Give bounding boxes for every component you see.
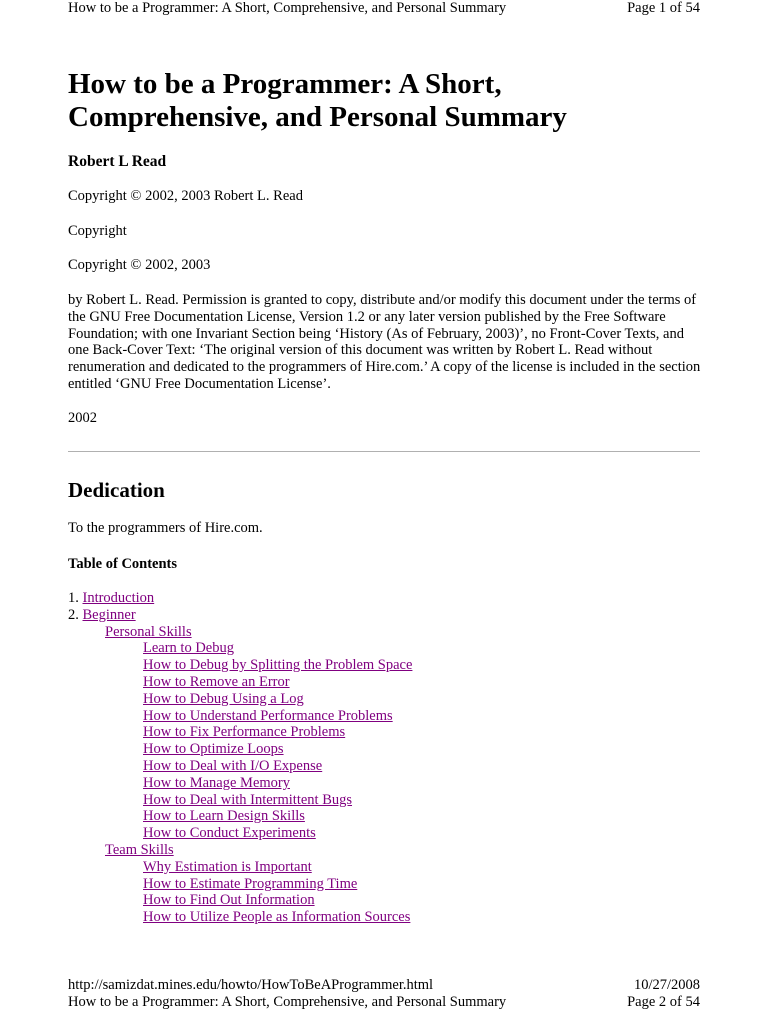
toc-link-debug-using-log[interactable]: How to Debug Using a Log: [143, 690, 304, 707]
toc-link-estimate-time[interactable]: How to Estimate Programming Time: [143, 875, 358, 892]
toc-item: [68, 708, 412, 725]
toc-item: [68, 758, 412, 775]
toc-link-people-information[interactable]: How to Utilize People as Information Sources: [143, 909, 411, 926]
toc-link-manage-memory[interactable]: How to Manage Memory: [143, 774, 290, 791]
publication-year: 2002: [68, 410, 97, 426]
toc-link-io-expense[interactable]: How to Deal with I/O Expense: [143, 757, 323, 774]
toc-item: [68, 741, 412, 758]
toc-item: [68, 909, 412, 926]
toc-item: [68, 590, 412, 607]
toc-link-beginner[interactable]: Beginner: [82, 606, 136, 623]
copyright-years: Copyright © 2002, 2003: [68, 257, 211, 273]
toc-link-estimation-important[interactable]: Why Estimation is Important: [143, 858, 312, 875]
toc-item: [68, 842, 412, 859]
toc-item: [68, 724, 412, 741]
toc-item: [68, 691, 412, 708]
toc-link-conduct-experiments[interactable]: How to Conduct Experiments: [143, 825, 316, 842]
toc-link-fix-performance[interactable]: How to Fix Performance Problems: [143, 724, 346, 741]
toc-item: [68, 792, 412, 809]
print-header-title: How to be a Programmer: A Short, Comprehensive, and Personal Summary: [68, 0, 507, 16]
copyright-line: Copyright © 2002, 2003 Robert L. Read: [68, 188, 303, 204]
toc-item-number: 1.: [68, 590, 83, 606]
dedication-text: To the programmers of Hire.com.: [68, 520, 263, 536]
toc-item: [68, 640, 412, 657]
toc-link-design-skills[interactable]: How to Learn Design Skills: [143, 808, 305, 825]
toc-item-number: 2.: [68, 606, 83, 623]
toc-heading: Table of Contents: [68, 556, 178, 572]
toc-item: [68, 657, 412, 674]
license-paragraph: by Robert L. Read. Permission is granted to copy, distribute and/or modify this document under the terms of the GNU Free Documentation License, Version 1.2 or any later version published by the Free Software Foundation; with one Invariant Section being ‘History (As of February, 2003)’, no Front-Cover Texts, and one Back-Cover Text: ‘The original version of this document was written by Robert L. Read without renumeration and dedicated to the programmers of Hire.com.’ A copy of the license is included in the section entitled ‘GNU Free Documentation License’.: [68, 292, 701, 392]
author-name: Robert L Read: [68, 153, 167, 170]
toc-item: [68, 624, 412, 641]
table-of-contents: [68, 590, 412, 926]
toc-link-optimize-loops[interactable]: How to Optimize Loops: [143, 741, 284, 758]
toc-item: [68, 674, 412, 691]
print-header-page-number: Page 1 of 54: [627, 0, 700, 16]
toc-link-debug-splitting[interactable]: How to Debug by Splitting the Problem Space: [143, 657, 413, 674]
toc-link-personal-skills[interactable]: Personal Skills: [105, 623, 192, 640]
print-footer-url: http://samizdat.mines.edu/howto/HowToBeAProgrammer.html: [68, 977, 434, 993]
toc-item: [68, 775, 412, 792]
print-footer-date: 10/27/2008: [633, 977, 700, 993]
toc-link-remove-error[interactable]: How to Remove an Error: [143, 673, 290, 690]
document-title: How to be a Programmer: A Short, Comprehensive, and Personal Summary: [68, 68, 567, 133]
toc-link-learn-to-debug[interactable]: Learn to Debug: [143, 640, 234, 657]
toc-item: [68, 607, 412, 624]
toc-item: [68, 825, 412, 842]
toc-link-team-skills[interactable]: Team Skills: [105, 841, 174, 858]
toc-item: [68, 876, 412, 893]
dedication-heading: Dedication: [68, 478, 165, 502]
toc-item: [68, 892, 412, 909]
toc-item: [68, 859, 412, 876]
toc-link-introduction[interactable]: Introduction: [82, 590, 155, 606]
section-divider: [68, 451, 700, 452]
toc-link-find-information[interactable]: How to Find Out Information: [143, 892, 315, 909]
toc-item: [68, 808, 412, 825]
copyright-label: Copyright: [68, 223, 127, 239]
toc-link-intermittent-bugs[interactable]: How to Deal with Intermittent Bugs: [143, 791, 353, 808]
next-page-header-page-number: Page 2 of 54: [627, 994, 700, 1010]
next-page-header-title: How to be a Programmer: A Short, Comprehensive, and Personal Summary: [68, 994, 507, 1010]
toc-link-understand-performance[interactable]: How to Understand Performance Problems: [143, 707, 393, 724]
